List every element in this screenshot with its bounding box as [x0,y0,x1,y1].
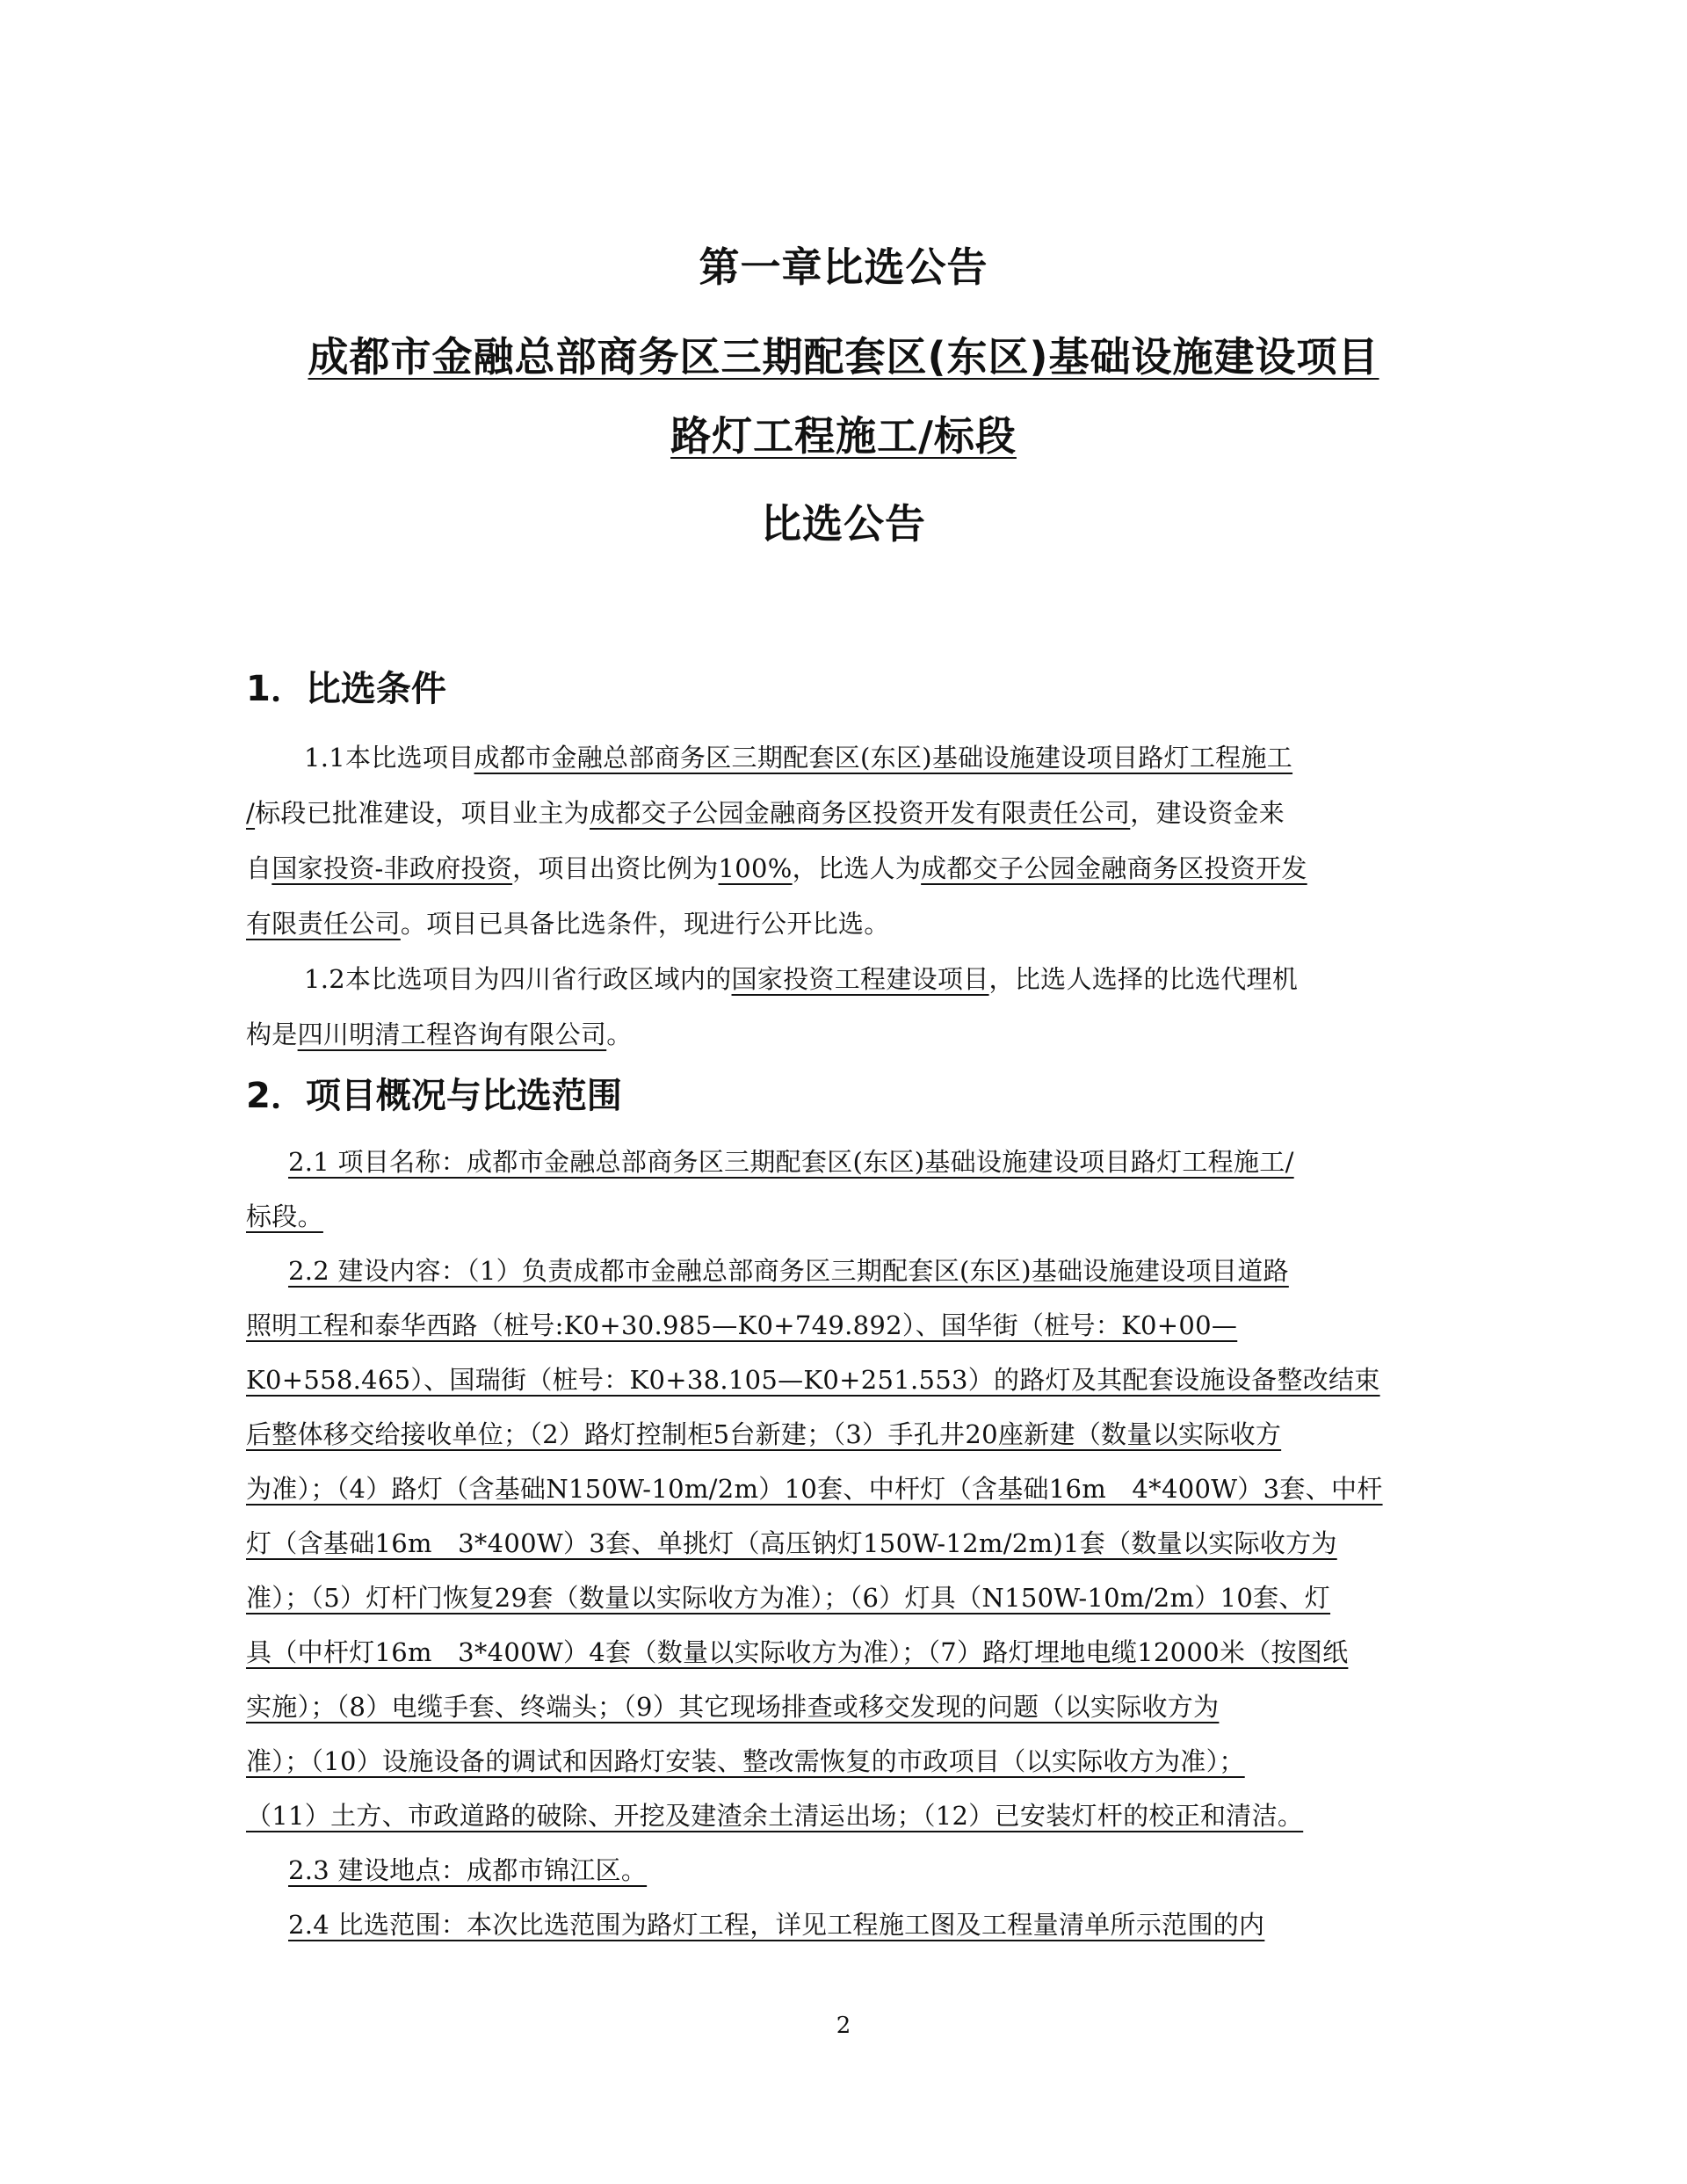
s2-line: 2.4 比选范围：本次比选范围为路灯工程，详见工程施工图及工程量清单所示范围的内 [288,1910,1265,1940]
s2-line: 2.2 建设内容：（1）负责成都市金融总部商务区三期配套区(东区)基础设施建设项目道路 [288,1256,1289,1286]
s2-line: K0+558.465）、国瑞街（桩号：K0+38.105—K0+251.553）的路灯及其配套设施设备整改结束 [246,1365,1380,1395]
s2-line: 照明工程和泰华西路（桩号:K0+30.985—K0+749.892）、国华街（桩号：K0+00— [246,1310,1238,1340]
s2-line: 后整体移交给接收单位；（2）路灯控制柜5台新建；（3）手孔井20座新建（数量以实际收方 [246,1419,1282,1449]
s1-p1-line2: /标段已批准建设，项目业主为成都交子公园金融商务区投资开发有限责任公司，建设资金来 [246,798,1285,828]
s2-line: 2.3 建设地点：成都市锦江区。 [288,1855,648,1885]
s1-p1-line3: 自国家投资-非政府投资，项目出资比例为100%，比选人为成都交子公园金融商务区投资开发 [246,853,1307,883]
section2-heading: 2．项目概况与比选范围 [246,1076,622,1116]
s2-line: 2.1 项目名称：成都市金融总部商务区三期配套区(东区)基础设施建设项目路灯工程施工/ [288,1147,1294,1177]
s2-line: 灯（含基础16m 3*400W）3套、单挑灯（高压钠灯150W-12m/2m)1套（数量以实际收方为 [246,1528,1337,1558]
section1-heading: 1．比选条件 [246,669,446,709]
project-title-line1: 成都市金融总部商务区三期配套区(东区)基础设施建设项目 [308,333,1379,381]
chapter-title: 第一章比选公告 [699,243,988,291]
project-title-line2: 路灯工程施工/标段 [670,412,1017,460]
s2-line: （11）土方、市政道路的破除、开挖及建渣余土清运出场；（12）已安装灯杆的校正和清洁。 [246,1801,1304,1831]
s2-line: 准）；（5）灯杆门恢复29套（数量以实际收方为准）；（6）灯具（N150W-10m/2m）10套、灯 [246,1583,1331,1613]
s2-line: 实施）；（8）电缆手套、终端头；（9）其它现场排查或移交发现的问题（以实际收方为 [246,1692,1220,1722]
notice-title: 比选公告 [761,500,926,548]
s2-line: 准）；（10）设施设备的调试和因路灯安装、整改需恢复的市政项目（以实际收方为准）； [246,1746,1245,1776]
s2-line: 具（中杆灯16m 3*400W）4套（数量以实际收方为准）；（7）路灯埋地电缆12000米（按图纸 [246,1637,1349,1667]
page-number: 2 [836,2013,851,2039]
s1-p1-line1: 1.1本比选项目成都市金融总部商务区三期配套区(东区)基础设施建设项目路灯工程施工 [304,743,1293,773]
s2-line: 标段。 [246,1201,323,1231]
s2-line: 为准）；（4）路灯（含基础N150W-10m/2m）10套、中杆灯（含基础16m 4*400W）3套、中杆 [246,1474,1383,1504]
s1-p2-line1: 1.2本比选项目为四川省行政区域内的国家投资工程建设项目，比选人选择的比选代理机 [304,964,1299,994]
s1-p2-line2: 构是四川明清工程咨询有限公司。 [246,1019,633,1049]
s1-p1-line4: 有限责任公司。项目已具备比选条件，现进行公开比选。 [246,909,890,939]
